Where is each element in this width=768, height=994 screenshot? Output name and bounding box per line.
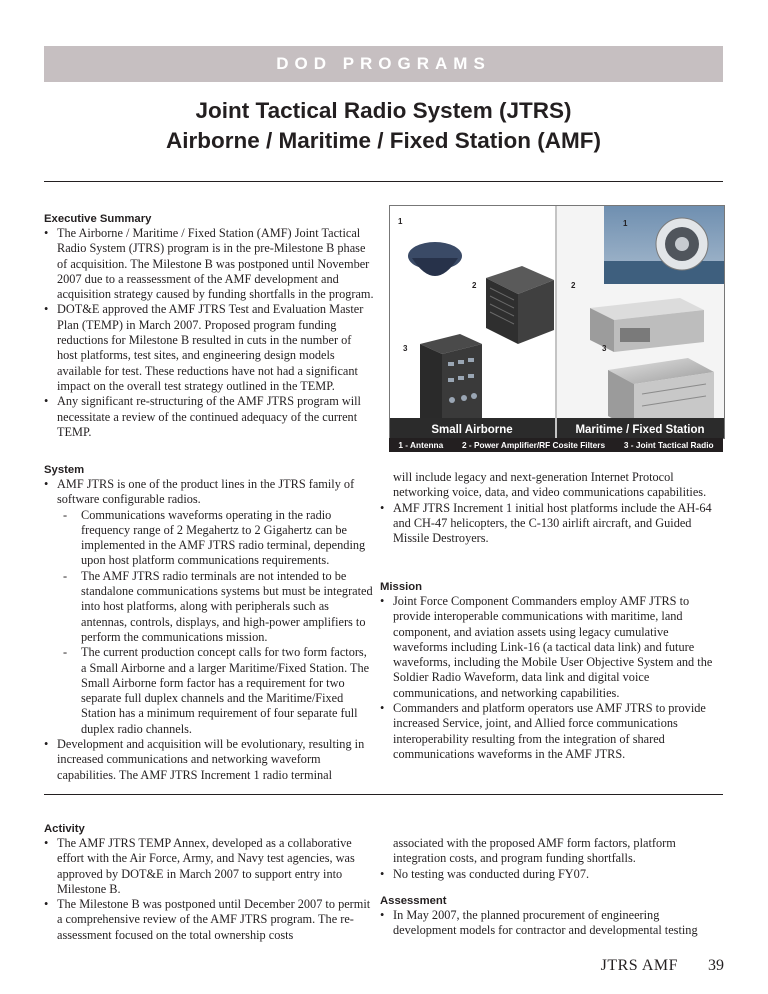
product-photo-illustration bbox=[390, 206, 724, 438]
system-continued bbox=[380, 470, 723, 546]
system-sub-bullet: - Communications waveforms operating in the radio frequency range of 2 Megahertz to 2 Gigahertz can be implemented in the AMF JTRS radio terminal, depending upon host platform communications requirements. bbox=[57, 508, 374, 569]
caption-antenna: 1 - Antenna bbox=[398, 440, 444, 450]
figure-number-3-right: 3 bbox=[602, 344, 607, 353]
mission-heading: Mission bbox=[380, 581, 423, 593]
activity-bullet: • The Milestone B was postponed until December 2007 to permit a comprehensive review of the AMF JTRS program. The re-assessment focused on the total ownership costs bbox=[44, 897, 374, 943]
system-bullet: • AMF JTRS Increment 1 initial host platforms include the AH-64 and CH-47 helicopters, the C-130 airlift aircraft, and Guided Missile Destroyers. bbox=[380, 501, 723, 547]
system-section bbox=[44, 463, 374, 783]
title-line-1: Joint Tactical Radio System (JTRS) bbox=[195, 98, 572, 123]
title-line-2: Airborne / Maritime / Fixed Station (AMF) bbox=[165, 128, 602, 153]
executive-summary-section bbox=[44, 212, 374, 440]
system-bullet bbox=[44, 477, 374, 737]
executive-summary-heading: Executive Summary bbox=[44, 213, 152, 225]
product-photo bbox=[389, 205, 725, 439]
system-sub-bullet: - The current production concept calls for two form factors, a Small Airborne and a larger Maritime/Fixed Station. The Small Airborne form factor has a requirement for two separate full duplex channels and the Maritime/Fixed Station has a minimum requirement of four separate full duplex radio channels. bbox=[57, 645, 374, 737]
activity-bullet-continued: associated with the proposed AMF form factors, platform integration costs, and program funding shortfalls. bbox=[393, 836, 676, 866]
title-rule bbox=[44, 181, 723, 182]
figure-caption bbox=[389, 438, 723, 452]
figure-number-1-right: 1 bbox=[623, 219, 628, 228]
section-label: DOD PROGRAMS bbox=[276, 54, 491, 73]
activity-heading: Activity bbox=[44, 823, 85, 835]
small-airborne-label: Small Airborne bbox=[431, 424, 513, 436]
mission-bullet: • Joint Force Component Commanders employ AMF JTRS to provide interoperable communications with maritime, land component, and aviation assets using legacy cumulative waveforms including Link-16 (a tactical data link) and future waveforms, including the Mobile User Objective System and the Soldier Radio Waveform, data link and digital voice communications, and networking capabilities. bbox=[380, 594, 723, 701]
exec-bullet: • The Airborne / Maritime / Fixed Station (AMF) Joint Tactical Radio System (JTRS) program is in the pre-Milestone B phase of acquisition. The Milestone B was postponed until November 2007 due to a reassessment of the AMF development and acquisition strategy caused by funding shortfalls in the program. bbox=[44, 226, 374, 302]
activity-bullet: • No testing was conducted during FY07. bbox=[380, 867, 723, 882]
maritime-fixed-label: Maritime / Fixed Station bbox=[575, 424, 705, 436]
system-bullet-continued: will include legacy and next-generation Internet Protocol networking voice, data, and video communications capabilities. bbox=[393, 470, 707, 500]
activity-bullet: • The AMF JTRS TEMP Annex, developed as a collaborative effort with the Air Force, Army, and Navy test agencies, was approved by DOT&E in March 2007 to support entry into Milestone B. bbox=[44, 836, 374, 897]
assessment-heading: Assessment bbox=[380, 894, 447, 907]
mission-section bbox=[380, 580, 723, 762]
footer-program-label: JTRS AMF bbox=[600, 957, 678, 974]
system-heading: System bbox=[44, 464, 85, 476]
system-bullet: • Development and acquisition will be evolutionary, resulting in increased communications and networking waveform capabilities. The AMF JTRS Increment 1 radio terminal bbox=[44, 737, 374, 783]
figure-number-1: 1 bbox=[398, 217, 403, 226]
system-bullet-text: AMF JTRS is one of the product lines in the JTRS family of software configurable radios. bbox=[57, 477, 355, 507]
assessment-bullet: • In May 2007, the planned procurement of engineering development models for contractor and developmental testing bbox=[380, 908, 723, 939]
figure-number-3: 3 bbox=[403, 344, 408, 353]
section-banner bbox=[44, 46, 723, 82]
exec-bullet: • Any significant re-structuring of the AMF JTRS program will necessitate a review of the continued adequacy of the current TEMP. bbox=[44, 394, 374, 440]
caption-radio: 3 - Joint Tactical Radio bbox=[623, 440, 714, 450]
exec-bullet: • DOT&E approved the AMF JTRS Test and Evaluation Master Plan (TEMP) in March 2007. Proposed program funding reductions for Milestone B resulted in cuts in the number of host platforms, test sites, and engineering design models available for test. These reductions have not had a significant impact on the overall test strategy outlined in the TEMP. bbox=[44, 302, 374, 394]
activity-continued bbox=[380, 836, 723, 938]
section-rule bbox=[44, 794, 723, 795]
page-title bbox=[44, 96, 723, 156]
figure-number-2-right: 2 bbox=[571, 281, 576, 290]
activity-section bbox=[44, 822, 374, 943]
figure-number-2: 2 bbox=[472, 281, 477, 290]
caption-power-amplifier: 2 - Power Amplifier/RF Cosite Filters bbox=[462, 440, 606, 450]
system-sub-bullet: - The AMF JTRS radio terminals are not intended to be standalone communications systems but must be integrated into host platforms, along with peripherals such as antennas, controls, displays, and high-power amplifiers to perform the communications mission. bbox=[57, 569, 374, 645]
mission-bullet: • Commanders and platform operators use AMF JTRS to provide increased Service, joint, and Allied force communications interoperability resulting from the integration of shared communications waveforms in the AMF JTRS. bbox=[380, 701, 723, 762]
page-number: 39 bbox=[708, 957, 724, 974]
